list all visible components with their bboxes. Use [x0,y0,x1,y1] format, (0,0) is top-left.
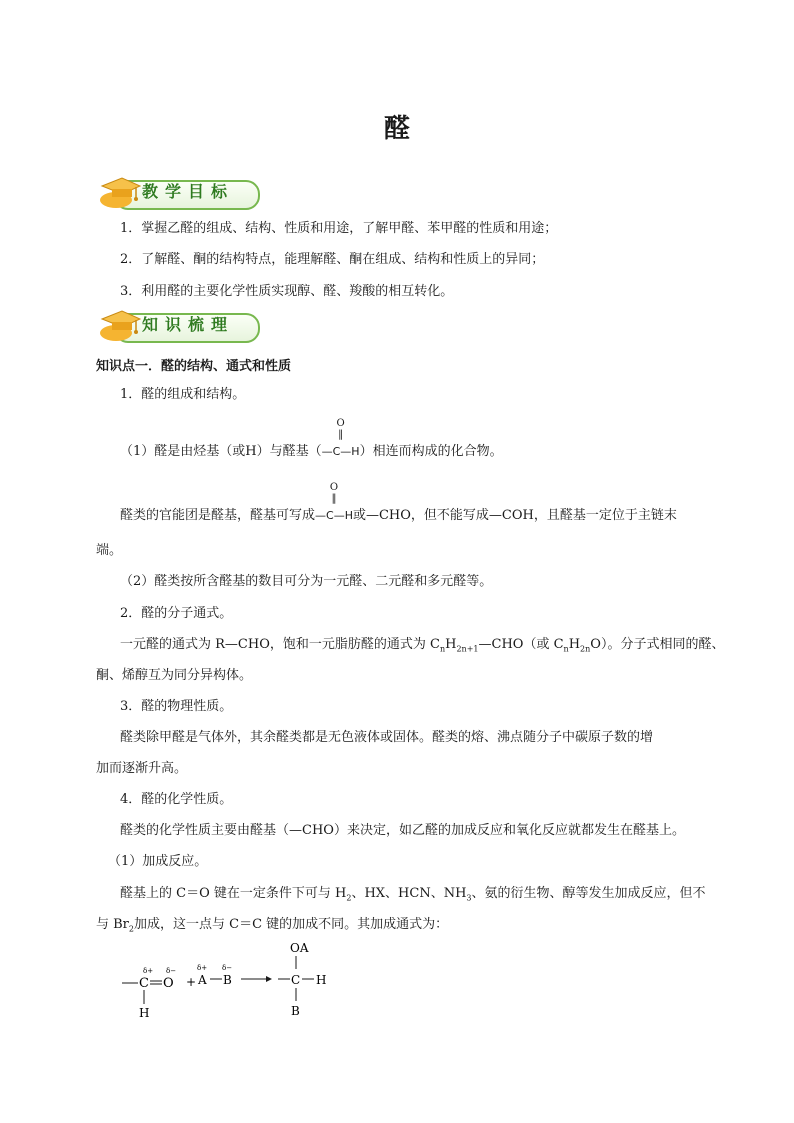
subscript: n [439,644,446,654]
goal-item: 1．掌握乙醛的组成、结构、性质和用途，了解甲醛、苯甲醛的性质和用途； [120,221,558,236]
paragraph [120,482,677,525]
plus-sign: + [186,975,197,989]
delta-minus: δ− [222,964,233,972]
item-heading: 3．醛的物理性质。 [120,699,233,714]
text: 醛类的官能团是醛基，醛基可写成 [120,508,316,523]
paragraph-continued: 酮、烯醇互为同分异构体。 [96,668,253,683]
text: 与 Br [96,917,129,932]
text: 一元醛的通式为 R—CHO，饱和一元脂肪醛的通式为 C [120,637,440,652]
delta-plus: δ+ [197,964,208,972]
text: 、HX、HCN、NH [351,886,467,901]
subscript: n [563,644,569,654]
paragraph-continued: 端。 [96,543,123,558]
goal-item: 2．了解醛、酮的结构特点，能理解醛、酮在组成、结构和性质上的异同； [120,252,545,267]
hydrogen-atom: H [139,1006,150,1020]
aldehyde-group [321,418,360,461]
section-banner-goals [96,176,258,212]
arrow-head [266,976,272,982]
group-text: —C—H [315,509,353,522]
oxygen-atom: O [163,976,174,991]
delta-minus: δ− [166,967,177,975]
sub-heading: （1）加成反应。 [108,854,208,869]
carbon-atom: C [291,973,301,987]
double-bond-mark: ‖ [331,493,337,504]
item-heading: 1．醛的组成和结构。 [120,387,246,402]
text: ）相连而构成的化合物。 [359,444,503,459]
double-bond-mark: ‖ [338,429,344,440]
goal-item: 3．利用醛的主要化学性质实现醇、醛、羧酸的相互转化。 [120,284,454,299]
paragraph-continued: 加而逐渐升高。 [96,761,188,776]
text: —CHO（或 C [478,637,564,652]
text: 或—CHO，但不能写成—COH，且醛基一定位于主链末 [352,508,677,523]
paragraph: 醛类的化学性质主要由醛基（—CHO）来决定，如乙醛的加成反应和氧化反应就都发生在醛基上。 [120,823,685,838]
banner-label: 知识梳理 [142,315,235,334]
oa-group: OA [290,941,309,955]
paragraph [120,418,503,461]
text: O）。分子式相同的醛、 [590,637,725,652]
oxygen-label: O [329,482,339,493]
banner-label: 教学目标 [142,182,235,201]
section-banner-knowledge [96,309,258,345]
group-text: —C—H [321,445,360,458]
paragraph: （2）醛类按所含醛基的数目可分为一元醛、二元醛和多元醛等。 [120,574,493,589]
atom-b: B [223,973,232,987]
atom-a: A [198,973,207,987]
text: （1）醛是由烃基（或H）与醛基（ [120,444,322,459]
text: H [568,637,581,652]
graduation-cap-icon [98,305,142,345]
oxygen-label: O [336,418,345,429]
section-heading: 知识点一．醛的结构、通式和性质 [96,359,292,374]
paragraph [120,636,724,659]
addition-reaction-equation [118,938,348,1020]
paragraph: 醛类除甲醛是气体外，其余醛类都是无色液体或固体。醛类的熔、沸点随分子中碳原子数的增 [120,730,654,745]
paragraph-continued [96,916,448,939]
text: 醛基上的 C＝O 键在一定条件下可与 H [120,886,347,901]
graduation-cap-icon [98,172,142,212]
subscript: 2n [580,644,591,654]
page-title: 醛 [383,114,410,144]
subscript: 3 [466,893,472,903]
subscript: 2 [346,893,352,903]
subscript: 2 [128,924,134,934]
item-heading: 4．醛的化学性质。 [120,792,233,807]
item-heading: 2．醛的分子通式。 [120,606,233,621]
paragraph [120,885,706,908]
aldehyde-group [315,482,353,525]
delta-plus: δ+ [143,967,154,975]
text: 、氨的衍生物、醇等发生加成反应，但不 [471,886,706,901]
atom-b: B [291,1004,300,1018]
text: H [445,637,457,652]
carbon-atom: C [139,976,149,991]
subscript: 2n+1 [456,644,479,654]
hydrogen-atom: H [316,973,327,987]
text: 加成，这一点与 C＝C 键的加成不同。其加成通式为： [134,917,449,932]
